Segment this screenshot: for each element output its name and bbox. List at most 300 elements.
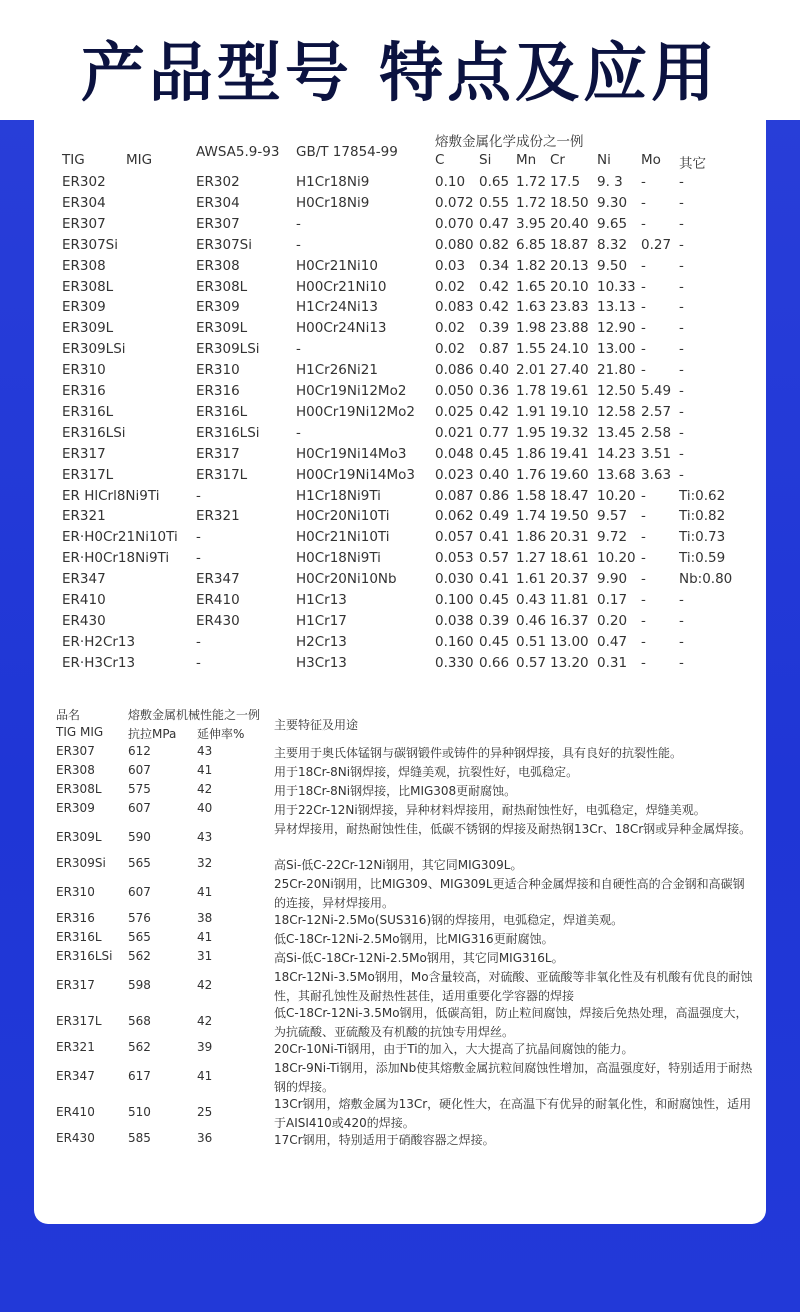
table-cell: 0.36 <box>479 383 510 399</box>
table-cell: - <box>679 215 684 232</box>
table-cell: 0.41 <box>479 571 510 588</box>
table-cell: 0.100 <box>435 592 474 608</box>
table-cell: 19.10 <box>550 403 589 420</box>
table-cell: 1.72 <box>516 194 547 211</box>
table-cell: ER307Si <box>62 236 118 253</box>
table-cell: 0.053 <box>435 550 474 567</box>
table-cell: - <box>641 550 646 567</box>
table-cell: 23.88 <box>550 320 589 337</box>
table-cell: H0Cr20Ni10Ti <box>296 508 390 525</box>
column-header: Si <box>479 152 492 168</box>
table-cell: ER309L <box>56 830 102 844</box>
table-cell: 1.78 <box>516 383 547 399</box>
table-cell: ER309Si <box>56 856 106 870</box>
table-cell: ER310 <box>62 362 106 379</box>
description-header: 主要特征及用途 <box>274 718 359 732</box>
table-cell: 18.61 <box>550 550 589 567</box>
table-cell: H00Cr19Ni14Mo3 <box>296 466 416 483</box>
table-cell: ER317L <box>196 466 248 483</box>
table-cell: 0.048 <box>435 445 474 462</box>
table-cell: 18Cr-9Ni-Ti钢用，添加Nb使其熔敷金属抗粒间腐蚀性增加，高温强度好，特别适用于耐热钢的焊接。 <box>274 1061 753 1094</box>
table-cell: 主要用于奥氏体锰钢与碳钢锻件或铸件的异种钢焊接，具有良好的抗裂性能。 <box>274 746 683 760</box>
table-cell: 41 <box>197 930 213 944</box>
table-cell: H1Cr18Ni9Ti <box>296 487 381 504</box>
table-cell: ER310 <box>196 362 240 379</box>
table-cell: 19.61 <box>550 383 589 399</box>
table-cell: ER309LSi <box>62 341 126 358</box>
table-cell: - <box>679 278 684 295</box>
table-cell: 598 <box>128 978 151 992</box>
table-cell: ER321 <box>56 1040 95 1054</box>
table-cell: 20.37 <box>550 571 589 588</box>
table-cell: 607 <box>128 763 151 777</box>
table-cell: 1.58 <box>516 487 547 504</box>
table-cell: 2.01 <box>516 362 547 379</box>
table-cell: 510 <box>128 1105 151 1119</box>
table-cell: 13.00 <box>597 341 636 358</box>
table-cell: - <box>641 215 646 232</box>
table-cell: 568 <box>128 1014 151 1028</box>
table-cell: 0.46 <box>516 612 547 629</box>
table-cell: 10.33 <box>597 278 636 295</box>
table-cell: 562 <box>128 1040 151 1054</box>
table-cell: - <box>196 529 201 546</box>
table-cell: - <box>641 508 646 525</box>
table-cell: 0.65 <box>479 174 510 190</box>
table-cell: 18Cr-12Ni-2.5Mo(SUS316)钢的焊接用，电弧稳定，焊道美观。 <box>274 913 624 927</box>
table-cell: 低C-18Cr-12Ni-2.5Mo钢用，比MIG316更耐腐蚀。 <box>274 932 554 946</box>
table-cell: 565 <box>128 930 151 944</box>
table-cell: 0.43 <box>516 592 547 608</box>
table-cell: ER302 <box>196 174 240 190</box>
table-cell: ER310 <box>56 885 95 899</box>
table-cell: - <box>679 424 684 441</box>
table-cell: 19.32 <box>550 424 589 441</box>
table-cell: ER309 <box>62 299 106 316</box>
table-cell: 18.87 <box>550 236 589 253</box>
table-cell: Ti:0.59 <box>679 550 726 567</box>
table-cell: 13.00 <box>550 633 589 650</box>
table-cell: 0.023 <box>435 466 474 483</box>
table-cell: H0Cr20Ni10Nb <box>296 571 397 588</box>
table-cell: - <box>296 341 301 358</box>
table-cell: 10.20 <box>597 487 636 504</box>
table-cell: ER308 <box>196 257 240 274</box>
table-cell: 0.050 <box>435 383 474 399</box>
table-cell: H00Cr21Ni10 <box>296 278 387 295</box>
content-card <box>34 120 766 1224</box>
table-cell: - <box>641 612 646 629</box>
elongation-header: 延伸率% <box>197 727 245 741</box>
table-cell: 0.02 <box>435 320 466 337</box>
table-cell: 0.02 <box>435 341 466 358</box>
table-cell: ER307Si <box>196 236 252 253</box>
table-cell: 1.86 <box>516 529 547 546</box>
table-cell: 0.330 <box>435 654 474 671</box>
table-cell: 0.86 <box>479 487 510 504</box>
table-cell: - <box>679 383 684 399</box>
table-cell: 11.81 <box>550 592 589 608</box>
table-cell: 2.58 <box>641 424 672 441</box>
table-cell: 用于22Cr-12Ni钢焊接，异种材料焊接用，耐热耐蚀性好，电弧稳定，焊缝美观。 <box>274 803 706 817</box>
table-cell: 0.083 <box>435 299 474 316</box>
table-cell: ER430 <box>62 612 106 629</box>
table-cell: 0.57 <box>516 654 547 671</box>
table-cell: 14.23 <box>597 445 636 462</box>
table-cell: 38 <box>197 911 213 925</box>
table-cell: 1.76 <box>516 466 547 483</box>
table-cell: 24.10 <box>550 341 589 358</box>
name-sub-header: TIG MIG <box>56 725 104 739</box>
table-cell: - <box>641 278 646 295</box>
composition-group-header: 熔敷金属化学成份之一例 <box>435 134 584 150</box>
table-cell: 41 <box>197 1069 213 1083</box>
table-cell: 0.072 <box>435 194 474 211</box>
column-header: Ni <box>597 152 611 168</box>
table-cell: H2Cr13 <box>296 633 347 650</box>
table-cell: 9.30 <box>597 194 628 211</box>
table-cell: 607 <box>128 885 151 899</box>
table-cell: 39 <box>197 1040 213 1054</box>
column-header: Mo <box>641 152 661 168</box>
table-cell: 18Cr-12Ni-3.5Mo钢用，Mo含量较高，对硫酸、亚硫酸等非氧化性及有机酸有优良的耐蚀性，其耐孔蚀性及耐热性甚佳，适用重要化学容器的焊接 <box>274 970 753 1003</box>
table-cell: ER·H3Cr13 <box>62 654 136 671</box>
table-cell: H0Cr18Ni9 <box>296 194 370 211</box>
table-cell: 0.39 <box>479 320 510 337</box>
table-cell: 13.68 <box>597 466 636 483</box>
table-cell: ER308 <box>56 763 95 777</box>
table-cell: - <box>296 424 301 441</box>
table-cell: ER304 <box>62 194 106 211</box>
table-cell: - <box>679 174 684 190</box>
table-cell: H0Cr18Ni9Ti <box>296 550 381 567</box>
table-cell: 0.20 <box>597 612 628 629</box>
table-cell: 0.038 <box>435 612 474 629</box>
table-cell: 1.82 <box>516 257 547 274</box>
table-cell: ER307 <box>56 744 95 758</box>
table-cell: - <box>196 487 201 504</box>
table-cell: H1Cr26Ni21 <box>296 362 378 379</box>
table-cell: 17.5 <box>550 174 581 190</box>
table-cell: 42 <box>197 978 213 992</box>
table-cell: 0.39 <box>479 612 510 629</box>
table-cell: 3.51 <box>641 445 672 462</box>
table-cell: 43 <box>197 744 213 758</box>
table-cell: 用于18Cr-8Ni钢焊接，焊缝美观，抗裂性好，电弧稳定。 <box>274 765 579 779</box>
table-cell: 0.17 <box>597 592 628 608</box>
mechanical-group-header: 熔敷金属机械性能之一例 <box>128 708 261 722</box>
table-cell: 41 <box>197 763 213 777</box>
tensile-header: 抗拉MPa <box>128 727 177 741</box>
table-cell: - <box>679 403 684 420</box>
table-cell: ER317L <box>62 466 114 483</box>
table-cell: 590 <box>128 830 151 844</box>
table-cell: ER·H0Cr21Ni10Ti <box>62 529 178 546</box>
table-cell: 42 <box>197 1014 213 1028</box>
table-cell: ER347 <box>196 571 240 588</box>
table-cell: ER430 <box>196 612 240 629</box>
table-cell: 25 <box>197 1105 213 1119</box>
table-cell: - <box>679 633 684 650</box>
table-cell: H0Cr21Ni10Ti <box>296 529 390 546</box>
table-cell: - <box>296 215 301 232</box>
table-cell: 0.87 <box>479 341 510 358</box>
table-cell: 0.057 <box>435 529 474 546</box>
column-header: TIG <box>62 152 85 168</box>
table-cell: ER·H2Cr13 <box>62 633 136 650</box>
table-cell: - <box>641 571 646 588</box>
table-cell: 0.030 <box>435 571 474 588</box>
table-cell: H0Cr19Ni14Mo3 <box>296 445 407 462</box>
table-cell: H1Cr18Ni9 <box>296 174 370 190</box>
table-cell: ER302 <box>62 174 106 190</box>
table-cell: ER347 <box>62 571 106 588</box>
table-cell: 0.55 <box>479 194 510 211</box>
table-cell: 17Cr钢用，特别适用于硝酸容器之焊接。 <box>274 1133 495 1147</box>
table-cell: 12.90 <box>597 320 636 337</box>
table-cell: 高Si-低C-22Cr-12Ni钢用，其它同MIG309L。 <box>274 858 523 872</box>
table-cell: 0.160 <box>435 633 474 650</box>
table-cell: 1.98 <box>516 320 547 337</box>
table-cell: H00Cr24Ni13 <box>296 320 387 337</box>
table-cell: 1.61 <box>516 571 547 588</box>
table-cell: ER307 <box>196 215 240 232</box>
table-cell: 0.070 <box>435 215 474 232</box>
table-cell: - <box>641 257 646 274</box>
table-cell: - <box>679 236 684 253</box>
table-cell: 12.50 <box>597 383 636 399</box>
table-cell: 32 <box>197 856 213 870</box>
table-cell: - <box>679 362 684 379</box>
table-cell: 31 <box>197 949 213 963</box>
table-cell: ER321 <box>62 508 106 525</box>
table-cell: - <box>679 445 684 462</box>
table-cell: 3.63 <box>641 466 672 483</box>
table-cell: - <box>679 654 684 671</box>
table-cell: 18.50 <box>550 194 589 211</box>
table-cell: Nb:0.80 <box>679 571 733 588</box>
table-cell: H0Cr21Ni10 <box>296 257 378 274</box>
table-cell: 0.45 <box>479 445 510 462</box>
table-cell: 36 <box>197 1131 213 1145</box>
table-cell: Ti:0.82 <box>679 508 726 525</box>
table-cell: 13Cr钢用，熔敷金属为13Cr，硬化性大，在高温下有优异的耐氧化性，和耐腐蚀性，适用于AISI410或420的焊接。 <box>274 1097 752 1130</box>
page-header <box>0 0 800 120</box>
table-cell: 13.13 <box>597 299 636 316</box>
table-cell: 576 <box>128 911 151 925</box>
table-cell: 1.63 <box>516 299 547 316</box>
table-cell: 20Cr-10Ni-Ti钢用，由于Ti的加入，大大提高了抗晶间腐蚀的能力。 <box>274 1042 634 1056</box>
table-cell: ER316L <box>62 403 114 420</box>
table-cell: - <box>679 592 684 608</box>
table-cell: 8.32 <box>597 236 628 253</box>
table-cell: 19.41 <box>550 445 589 462</box>
table-cell: 617 <box>128 1069 151 1083</box>
table-cell: ER347 <box>56 1069 95 1083</box>
column-header: C <box>435 152 445 168</box>
column-header: AWSA5.9-93 <box>196 144 280 160</box>
column-header: Cr <box>550 152 565 168</box>
table-cell: H00Cr19Ni12Mo2 <box>296 403 416 420</box>
table-cell: 9.65 <box>597 215 628 232</box>
table-cell: ER316LSi <box>56 949 113 963</box>
table-cell: 0.080 <box>435 236 474 253</box>
table-cell: 0.021 <box>435 424 474 441</box>
table-cell: 0.40 <box>479 466 510 483</box>
table-cell: 0.57 <box>479 550 510 567</box>
table-cell: H1Cr24Ni13 <box>296 299 378 316</box>
table-cell: ER308L <box>56 782 102 796</box>
table-cell: ER316 <box>62 383 106 399</box>
table-cell: - <box>641 194 646 211</box>
table-cell: ER309L <box>196 320 248 337</box>
table-cell: 高Si-低C-18Cr-12Ni-2.5Mo钢用，其它同MIG316L。 <box>274 951 564 965</box>
table-cell: ER309 <box>196 299 240 316</box>
table-cell: 40 <box>197 801 213 815</box>
column-header: GB/T 17854-99 <box>296 144 398 160</box>
table-cell: 用于18Cr-8Ni钢焊接，比MIG308更耐腐蚀。 <box>274 784 517 798</box>
table-cell: 1.27 <box>516 550 547 567</box>
table-cell: - <box>296 236 301 253</box>
column-header: MIG <box>126 152 153 168</box>
table-cell: - <box>679 466 684 483</box>
table-cell: 9.50 <box>597 257 628 274</box>
table-cell: ER410 <box>196 592 240 608</box>
table-cell: ER316L <box>196 403 248 420</box>
table-cell: ER316 <box>56 911 95 925</box>
table-cell: 0.42 <box>479 403 510 420</box>
table-cell: 20.10 <box>550 278 589 295</box>
table-cell: 18.47 <box>550 487 589 504</box>
table-cell: ER316LSi <box>196 424 260 441</box>
table-cell: ER309LSi <box>196 341 260 358</box>
table-cell: ER HlCrl8Ni9Ti <box>62 487 160 504</box>
table-cell: 0.27 <box>641 236 672 253</box>
table-cell: 2.57 <box>641 403 672 420</box>
table-cell: ER308L <box>196 278 248 295</box>
table-cell: - <box>679 341 684 358</box>
table-cell: 41 <box>197 885 213 899</box>
table-cell: 27.40 <box>550 362 589 379</box>
table-cell: 0.02 <box>435 278 466 295</box>
table-cell: - <box>679 257 684 274</box>
table-cell: 1.65 <box>516 278 547 295</box>
table-cell: ER309 <box>56 801 95 815</box>
table-cell: ER316 <box>196 383 240 399</box>
table-cell: 562 <box>128 949 151 963</box>
table-cell: ER321 <box>196 508 240 525</box>
column-header: 其它 <box>679 156 706 172</box>
table-cell: - <box>641 633 646 650</box>
table-cell: - <box>641 592 646 608</box>
table-cell: 0.34 <box>479 257 510 274</box>
table-cell: 9.90 <box>597 571 628 588</box>
table-cell: 0.45 <box>479 633 510 650</box>
table-cell: 10.20 <box>597 550 636 567</box>
table-cell: 1.72 <box>516 174 547 190</box>
table-cell: 3.95 <box>516 215 547 232</box>
table-cell: ER317L <box>56 1014 102 1028</box>
table-cell: - <box>196 550 201 567</box>
table-cell: 0.025 <box>435 403 474 420</box>
table-cell: ER304 <box>196 194 240 211</box>
table-cell: H3Cr13 <box>296 654 347 671</box>
table-cell: ER·H0Cr18Ni9Ti <box>62 550 170 567</box>
table-cell: 0.47 <box>479 215 510 232</box>
table-cell: H1Cr17 <box>296 612 347 629</box>
table-cell: - <box>679 320 684 337</box>
table-cell: - <box>641 362 646 379</box>
table-cell: ER307 <box>62 215 106 232</box>
table-cell: 19.60 <box>550 466 589 483</box>
table-cell: 9.57 <box>597 508 628 525</box>
table-cell: 23.83 <box>550 299 589 316</box>
table-cell: 0.47 <box>597 633 628 650</box>
table-cell: 1.95 <box>516 424 547 441</box>
table-cell: 0.03 <box>435 257 466 274</box>
table-cell: - <box>196 654 201 671</box>
table-cell: 20.31 <box>550 529 589 546</box>
page-title: 产品型号 特点及应用 <box>80 37 720 111</box>
table-cell: - <box>679 194 684 211</box>
table-cell: 6.85 <box>516 236 547 253</box>
table-cell: 575 <box>128 782 151 796</box>
table-cell: ER316L <box>56 930 102 944</box>
table-cell: ER317 <box>62 445 106 462</box>
table-cell: - <box>641 487 646 504</box>
table-cell: H1Cr13 <box>296 592 347 608</box>
table-cell: 612 <box>128 744 151 758</box>
table-cell: ER316LSi <box>62 424 126 441</box>
table-cell: ER308 <box>62 257 106 274</box>
table-cell: 0.42 <box>479 278 510 295</box>
table-cell: 13.20 <box>550 654 589 671</box>
table-cell: 0.062 <box>435 508 474 525</box>
table-cell: ER410 <box>62 592 106 608</box>
table-cell: 0.45 <box>479 592 510 608</box>
table-cell: - <box>641 529 646 546</box>
table-cell: ER317 <box>196 445 240 462</box>
table-cell: 585 <box>128 1131 151 1145</box>
table-cell: 0.51 <box>516 633 547 650</box>
table-cell: - <box>641 299 646 316</box>
table-cell: - <box>641 341 646 358</box>
table-cell: 9.72 <box>597 529 628 546</box>
table-cell: 12.58 <box>597 403 636 420</box>
table-cell: 0.10 <box>435 174 466 190</box>
table-cell: 9. 3 <box>597 174 623 190</box>
table-cell: 42 <box>197 782 213 796</box>
table-cell: 0.41 <box>479 529 510 546</box>
table-cell: 0.82 <box>479 236 510 253</box>
column-header: Mn <box>516 152 537 168</box>
table-cell: - <box>641 654 646 671</box>
table-cell: 19.50 <box>550 508 589 525</box>
table-cell: 20.13 <box>550 257 589 274</box>
table-cell: ER410 <box>56 1105 95 1119</box>
table-cell: 565 <box>128 856 151 870</box>
table-cell: 0.087 <box>435 487 474 504</box>
table-cell: - <box>641 174 646 190</box>
table-cell: 16.37 <box>550 612 589 629</box>
table-cell: Ti:0.62 <box>679 487 726 504</box>
table-cell: 25Cr-20Ni钢用，比MIG309、MIG309L更适合种金属焊接和自硬性高的合金钢和高碳钢的连接，异材焊接用。 <box>274 877 745 910</box>
table-cell: ER308L <box>62 278 114 295</box>
table-cell: 低C-18Cr-12Ni-3.5Mo钢用，低碳高钼，防止粒间腐蚀，焊接后免热处理，高温强度大，为抗硫酸、亚硫酸及有机酸的抗蚀专用焊丝。 <box>274 1006 748 1039</box>
table-cell: 1.86 <box>516 445 547 462</box>
table-cell: 0.40 <box>479 362 510 379</box>
table-cell: Ti:0.73 <box>679 529 726 546</box>
